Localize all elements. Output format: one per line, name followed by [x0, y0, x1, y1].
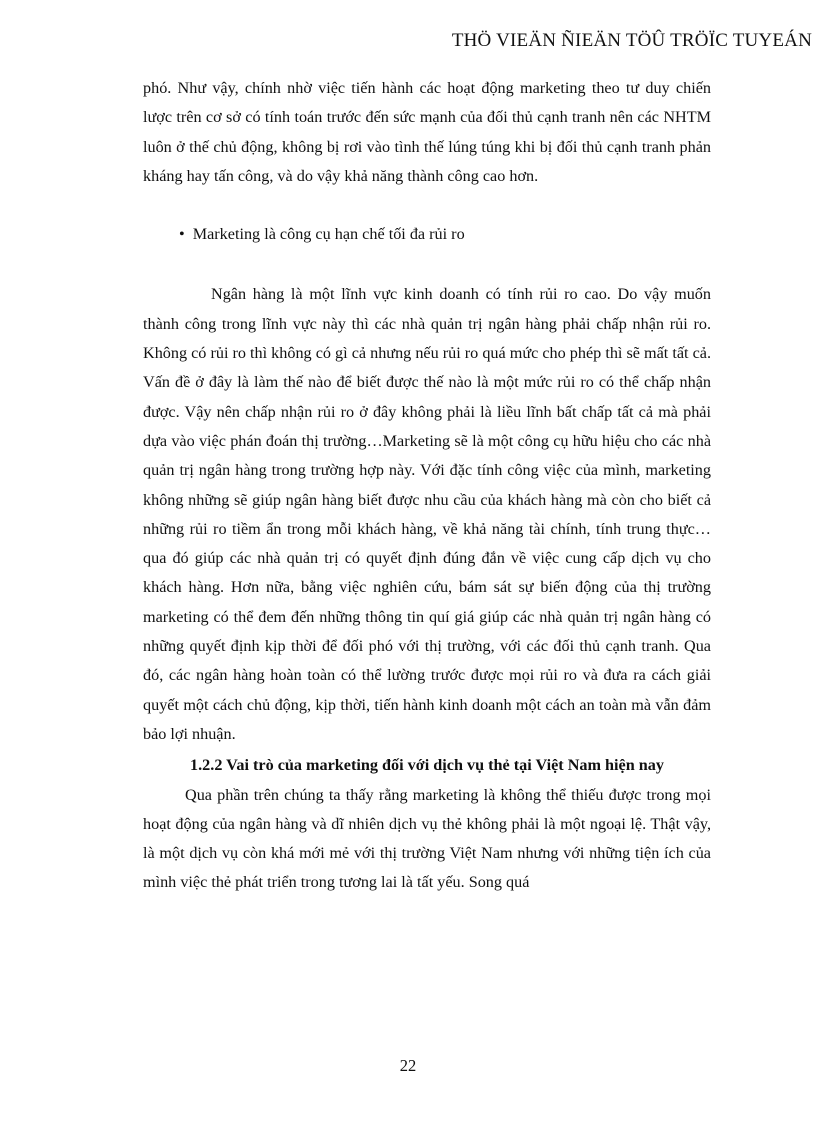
- paragraph-risk: Ngân hàng là một lĩnh vực kinh doanh có tính rủi ro cao. Do vậy muốn thành công trong lĩnh vực này thì các nhà quản trị ngân hàng phải chấp nhận rủi ro. Không có rủi ro thì không có gì cả nhưng nếu rủi ro quá mức cho phép thì sẽ mất tất cả. Vấn đề ở đây là làm thế nào để biết được thế nào là một mức rủi ro có thể chấp nhận được. Vậy nên chấp nhận rủi ro ở đây không phải là liều lĩnh bất chấp tất cả mà phải dựa vào việc phán đoán thị trường…Marketing sẽ là một công cụ hữu hiệu cho các nhà quản trị ngân hàng trong trường hợp này. Với đặc tính công việc của mình, marketing không những sẽ giúp ngân hàng biết được nhu cầu của khách hàng mà còn cho biết cả những rủi ro tiềm ẩn trong mỗi khách hàng, về khả năng tài chính, tính trung thực… qua đó giúp các nhà quản trị có quyết định đúng đắn về việc cung cấp dịch vụ cho khách hàng. Hơn nữa, bằng việc nghiên cứu, bám sát sự biến động của thị trường marketing có thể đem đến những thông tin quí giá giúp các nhà quản trị ngân hàng có những quyết định kịp thời để đối phó với thị trường, với các đối thủ cạnh tranh. Qua đó, các ngân hàng hoàn toàn có thể lường trước được mọi rủi ro và đưa ra cách giải quyết một cách chủ động, kịp thời, tiến hành kinh doanh một cách an toàn mà vẫn đảm bảo lợi nhuận.: [143, 285, 711, 743]
- bullet-item: [143, 220, 711, 249]
- section-heading: 1.2.2 Vai trò của marketing đối với dịch vụ thẻ tại Việt Nam hiện nay: [190, 756, 664, 775]
- page-content: [143, 74, 711, 898]
- page-number: 22: [399, 1056, 417, 1075]
- paragraph-intro: phó. Như vậy, chính nhờ việc tiến hành các hoạt động marketing theo tư duy chiến lược trên cơ sở có tính toán trước đến sức mạnh của đối thủ cạnh tranh nên các NHTM luôn ở thế chủ động, không bị rơi vào tình thế lúng túng khi bị đối thủ cạnh tranh phản kháng hay tấn công, và do vậy khả năng thành công cao hơn.: [143, 79, 711, 185]
- bullet-icon: •: [179, 225, 185, 244]
- library-header: THÖ VIEÄN ÑIEÄN TÖÛ TRÖÏC TUYEÁN: [451, 30, 812, 51]
- bullet-text: Marketing là công cụ hạn chế tối đa rủi ro: [192, 225, 465, 244]
- paragraph-card-service: Qua phần trên chúng ta thấy rằng marketing là không thể thiếu được trong mọi hoạt động của ngân hàng và dĩ nhiên dịch vụ thẻ không phải là một ngoại lệ. Thật vậy, là một dịch vụ còn khá mới mẻ với thị trường Việt Nam nhưng với những tiện ích của mình việc thẻ phát triển trong tương lai là tất yếu. Song quá: [143, 785, 711, 892]
